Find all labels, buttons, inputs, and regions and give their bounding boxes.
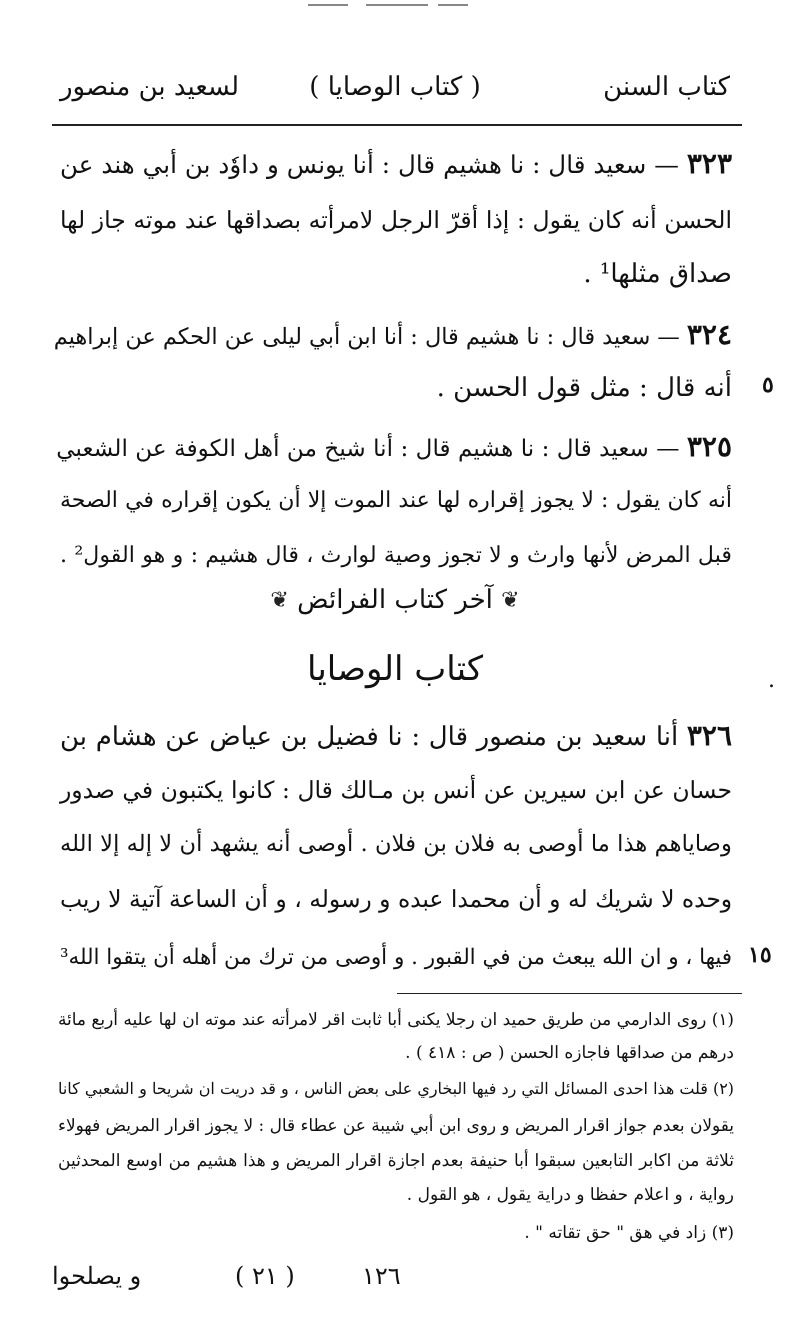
- paragraph-326-line-5: فيها ، و ان الله يبعث من في القبور . و أوصى من ترك من أهله أن يتقوا الله³: [60, 945, 732, 970]
- paragraph-323-line-2: الحسن أنه كان يقول : إذا أقرّ الرجل لامرأته بصداقها عند موته جاز لها: [60, 206, 732, 234]
- footnote-1-line-2: درهم من صداقها فاجازه الحسن ( ص : ٤١٨ ) .: [405, 1043, 734, 1063]
- paragraph-324-line-1: ٣٢٤ — سعيد قال : نا هشيم قال : أنا ابن أبي ليلى عن الحكم عن إبراهيم: [53, 318, 732, 351]
- floral-ornament-icon: ❦: [270, 588, 289, 613]
- paragraph-323-line-3: صداق مثلها¹ .: [583, 259, 732, 289]
- paragraph-326-line-4: وحده لا شريك له و أن محمدا عبده و رسوله ، و أن الساعة آتية لا ريب: [60, 886, 732, 913]
- paragraph-324-line-2: أنه قال : مثل قول الحسن .: [436, 373, 732, 403]
- paragraph-326-line-2: حسان عن ابن سيرين عن أنس بن مـالك قال : كانوا يكتبون في صدور: [60, 776, 732, 804]
- footnote-2-line-4: رواية ، و اعلام حفظا و دراية يقول ، هو القول .: [406, 1185, 734, 1205]
- header-rule: [52, 124, 742, 126]
- header-book-title: كتاب السنن: [603, 72, 730, 102]
- margin-line-number: ٥: [762, 372, 774, 398]
- book-heading: كتاب الوصايا: [306, 649, 484, 689]
- paragraph-326-line-3: وصاياهم هذا ما أوصى به فلان بن فلان . أوصى أنه يشهد أن لا إله إلا الله: [60, 831, 732, 857]
- scan-top-marks: [300, 4, 500, 6]
- paragraph-325-line-3: قبل المرض لأنها وارث و لا تجوز وصية لوارث ، قال هشيم : و هو القول² .: [60, 542, 732, 568]
- footnote-2-line-3: ثلاثة من اكابر التابعين سبقوا أبا حنيفة بعدم اجازة اقرار المريض و هذا هشيم من اوسع المحدثين: [58, 1151, 734, 1171]
- footnote-3: (٣) زاد في هق " حق تقاته " .: [524, 1223, 734, 1243]
- footnote-2-line-1: (٢) قلت هذا احدى المسائل التي رد فيها البخاري على بعض الناس ، و قد دريت ان شريحا و الشعبي كانا: [58, 1079, 734, 1098]
- paragraph-325-line-1: ٣٢٥ — سعيد قال : نا هشيم قال : أنا شيخ من أهل الكوفة عن الشعبي: [56, 430, 732, 463]
- hadith-number: ٣٢٥: [686, 430, 732, 463]
- footnote-rule: [397, 993, 742, 994]
- margin-line-number: ١٥: [748, 942, 772, 968]
- signature-mark: ( ٢١ ): [235, 1262, 295, 1290]
- paragraph-325-line-2: أنه كان يقول : لا يجوز إقراره لها عند الموت إلا أن يكون إقراره في الصحة: [60, 488, 732, 513]
- floral-ornament-icon: ❦: [501, 588, 520, 613]
- hadith-number: ٣٢٣: [686, 147, 732, 180]
- paragraph-323-line-1: ٣٢٣ — سعيد قال : نا هشيم قال : أنا يونس و داوٗد بن أبي هند عن: [60, 147, 732, 180]
- footnote-1-line-1: (١) روى الدارمي من طريق حميد ان رجلا يكنى أبا ثابت اقر لامرأته عند موته ان لها عليه أربع مائة: [58, 1009, 734, 1029]
- margin-dot: .: [768, 668, 775, 693]
- chapter-end-line: [0, 580, 790, 621]
- header-author: لسعيد بن منصور: [60, 72, 240, 102]
- page-number: ١٢٦: [362, 1262, 401, 1290]
- footnote-2-line-2: يقولان بعدم جواز اقرار المريض و روى ابن أبي شيبة عن عطاء قال : لا يجوز اقرار المريض فهولاء: [58, 1115, 734, 1135]
- hadith-number: ٣٢٦: [686, 719, 733, 752]
- header-chapter-title: ( كتاب الوصايا ): [309, 72, 481, 102]
- catchword: و يصلحوا: [52, 1262, 142, 1290]
- hadith-number: ٣٢٤: [686, 318, 732, 351]
- paragraph-326-line-1: ٣٢٦ أنا سعيد بن منصور قال : نا فضيل بن عياض عن هشام بن: [60, 719, 733, 752]
- chapter-end-text: آخر كتاب الفرائض: [297, 585, 493, 615]
